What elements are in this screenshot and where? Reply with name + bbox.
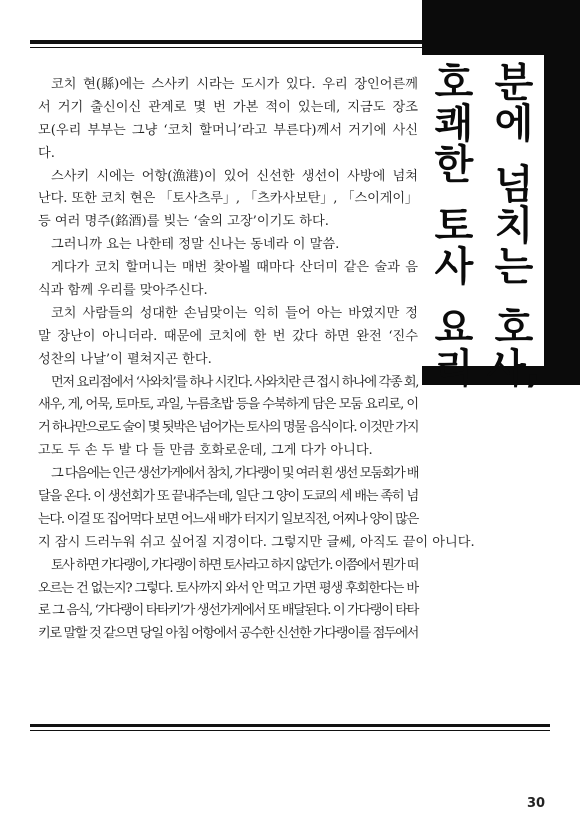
title-char: 요 — [434, 305, 474, 351]
body-line: 거 하나만으로도 술이 몇 됫박은 넘어가는 토사의 명물 음식이다. 이것만 가지 — [38, 420, 418, 436]
title-column-left — [428, 60, 480, 392]
body-line: 식과 함께 우리를 맞아주신다. — [38, 283, 208, 299]
body-line: 게다가 코치 할머니는 매번 찾아뵐 때마다 산더미 같은 술과 음 — [51, 260, 418, 276]
title-char: 한 — [434, 142, 474, 188]
top-rule-thick — [30, 40, 428, 44]
title-char: 호 — [434, 60, 474, 106]
body-line: 오르는 건 없는지? 그렇다. 토사까지 와서 안 먹고 가면 평생 후회한다는 바 — [38, 580, 418, 596]
title-char: 리 — [434, 346, 474, 392]
title-char: 쾌 — [434, 101, 474, 147]
title-char: 호 — [494, 305, 534, 351]
body-line: 고도 두 손 두 발 다 들 만큼 호화로운데, 그게 다가 아니다. — [38, 443, 373, 459]
title-char: 에 — [494, 101, 534, 147]
body-line: 그러니까 요는 나한테 정말 신나는 동네라 이 말씀. — [51, 237, 340, 253]
title-panel — [422, 55, 544, 392]
body-line: 코치 사람들의 성대한 손님맞이는 익히 들어 아는 바였지만 정 — [51, 305, 418, 321]
title-char: 치 — [494, 203, 534, 249]
title-char: 넘 — [494, 162, 534, 208]
body-line: 등 여러 명주(銘酒)를 빚는 ‘술의 고장’이기도 하다. — [38, 214, 329, 230]
body-line: 먼저 요리점에서 ‘사와치’를 하나 시킨다. 사와치란 큰 접시 하나에 각종 회, — [51, 374, 418, 390]
body-line: 다. — [38, 145, 55, 161]
title-char: 분 — [494, 60, 534, 106]
body-line: 키로 말할 것 같으면 당일 아침 어항에서 공수한 신선한 가다랭이를 점두에서 — [38, 626, 418, 642]
body-line: 로 그 음식, ‘가다랭이 타타키’가 생선가게에서 또 배달된다. 이 가다랭이 타타 — [38, 603, 418, 619]
title-char: 사, — [487, 346, 541, 392]
body-line: 새우, 게, 어묵, 토마토, 과일, 누름초밥 등을 수북하게 담은 모둠 요리로, 이 — [38, 397, 418, 413]
body-line: 토사 하면 가다랭이, 가다랭이 하면 토사라고 하지 않던가. 이쯤에서 뭔가 떠 — [51, 557, 418, 573]
body-line: 코치 현(縣)에는 스사키 시라는 도시가 있다. 우리 장인어른께 — [51, 77, 418, 92]
body-line: 스사키 시에는 어항(漁港)이 있어 신선한 생선이 사방에 넘쳐 — [51, 168, 418, 184]
body-line: 는다. 이걸 또 집어먹다 보면 어느새 배가 터지기 일보직전, 어찌나 양이 많은 — [38, 511, 418, 527]
body-line: 서 거기 출신이신 관계로 몇 번 가본 적이 있는데, 지금도 장조 — [38, 99, 418, 115]
bottom-rule-thin — [30, 730, 550, 731]
top-rule-thin — [30, 47, 428, 48]
body-text — [38, 74, 475, 646]
body-line: 달을 온다. 이 생선회가 또 끝내주는데, 일단 그 양이 도쿄의 세 배는 족히 넘 — [38, 489, 418, 505]
title-char: 토 — [434, 203, 474, 249]
body-line: 지 잠시 드러누워 쉬고 싶어질 지경이다. 그렇지만 글쎄, 아직도 끝이 아니다. — [38, 534, 475, 550]
title-char: 사 — [434, 244, 474, 290]
bottom-rule-thick — [30, 724, 550, 727]
body-line: 말 장난이 아니더라. 때문에 코치에 한 번 갔다 하면 완전 ‘진수 — [38, 328, 418, 344]
body-line: 성찬의 나날’이 펼쳐지곤 한다. — [38, 351, 212, 367]
title-char: 는 — [494, 244, 534, 290]
body-line: 모(우리 부부는 그냥 ‘코치 할머니’라고 부른다)께서 거기에 사신 — [38, 122, 418, 138]
title-column-right — [487, 60, 541, 392]
page-number: 30 — [527, 796, 546, 811]
body-line: 그 다음에는 인근 생선가게에서 참치, 가다랭이 및 여러 흰 생선 모둠회가 배 — [51, 466, 418, 482]
body-line: 난다. 또한 코치 현은 「토사츠루」, 「츠카사보탄」, 「스이게이」 — [38, 191, 418, 207]
